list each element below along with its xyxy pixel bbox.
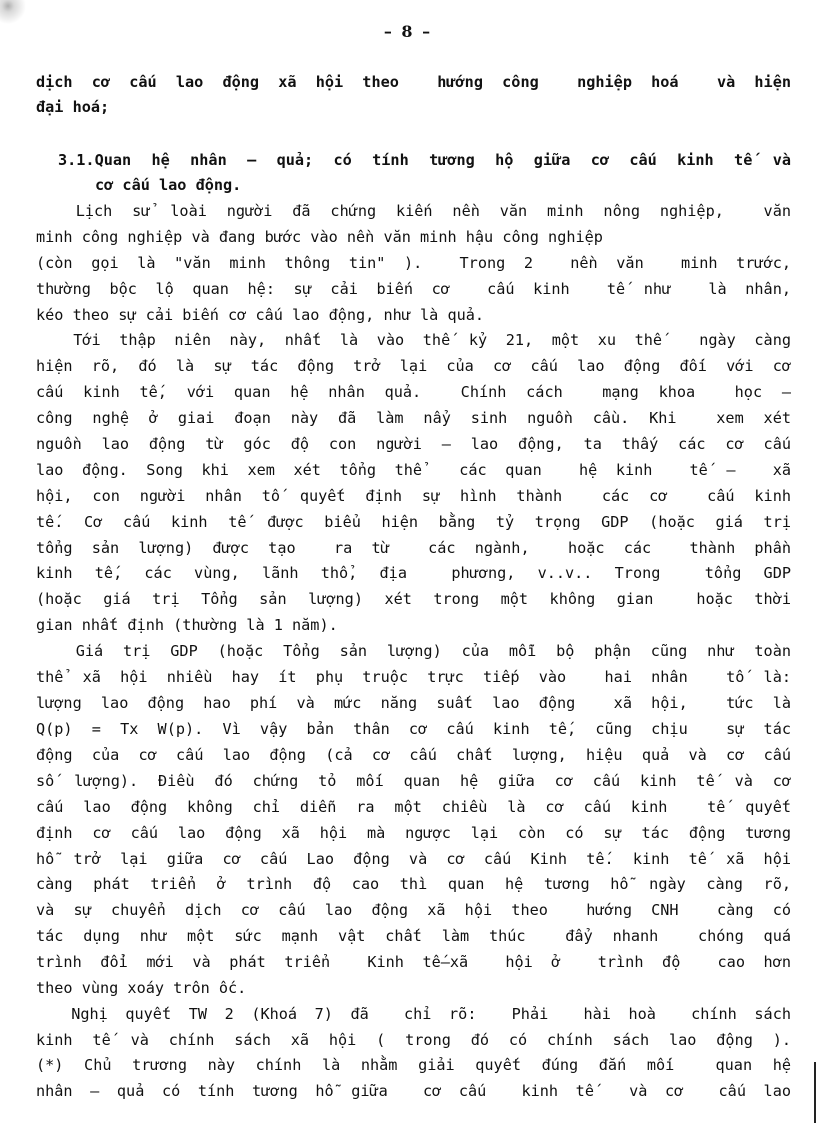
text-line: Lịch sử loài người đã chứng kiến nền văn minh nông nghiệp, văn (36, 202, 791, 220)
text-line: nguồn lao động từ góc độ con người – lao động, ta thấy các cơ cấu (36, 435, 791, 453)
text-line: nhân – quả có tính tương hỗ giữa cơ cấu kinh tế và cơ cấu lao (36, 1082, 791, 1100)
text-line: hỗ trở lại giữa cơ cấu Lao động và cơ cấu Kinh tế. kinh tế xã hội (36, 850, 791, 868)
page-number: – 8 – (383, 22, 433, 41)
text-line: tế. Cơ cấu kinh tế được biểu hiện bằng tỷ trọng GDP (hoặc giá trị (36, 513, 791, 531)
text-line: dịch cơ cấu lao động xã hội theo hướng công nghiệp hoá và hiện (36, 73, 791, 91)
text-line: Giá trị GDP (hoặc Tổng sản lượng) của mỗi bộ phận cũng như toàn (36, 642, 791, 660)
text-line: (còn gọi là "văn minh thông tin" ). Trong 2 nền văn minh trước, (36, 254, 791, 272)
text-line: định cơ cấu lao động xã hội mà ngược lại còn có sự tác động tương (36, 824, 791, 842)
text-line: hiện rõ, đó là sự tác động trở lại của cơ cấu lao động đối với cơ (36, 357, 791, 375)
section-heading-line: cơ cấu lao động. (95, 176, 242, 194)
text-line: kéo theo sự cải biến cơ cấu lao động, như là quả. (36, 306, 485, 324)
text-line: số lượng). Điều đó chứng tỏ mối quan hệ giữa cơ cấu kinh tế và cơ (36, 772, 791, 790)
text-line: hội, con người nhân tố quyết định sự hình thành các cơ cấu kinh (36, 487, 791, 505)
text-line: Q(p) = Tx W(p). Vì vậy bản thân cơ cấu kinh tế, cũng chịu sự tác (36, 720, 791, 738)
text-line: minh công nghiệp và đang bước vào nền văn minh hậu công nghiệp (36, 228, 603, 246)
text-line: đại hoá; (36, 98, 110, 116)
text-line: lượng lao động hao phí và mức năng suất lao động xã hội, tức là (36, 694, 791, 712)
text-line: Nghị quyết TW 2 (Khoá 7) đã chỉ rõ: Phải hài hoà chính sách (36, 1005, 791, 1023)
text-line: Tới thập niên này, nhất là vào thế kỷ 21, một xu thế ngày càng (36, 331, 791, 349)
text-line: động của cơ cấu lao động (cả cơ cấu chất lượng, hiệu quả và cơ cấu (36, 746, 791, 764)
text-line: càng phát triển ở trình độ cao thì quan hệ tương hỗ ngày càng rõ, (36, 875, 791, 893)
text-line: tổng sản lượng) được tạo ra từ các ngành, hoặc các thành phần (36, 539, 791, 557)
text-line: thể xã hội nhiều hay ít phụ truộc trực tiếp vào hai nhân tố là: (36, 668, 791, 686)
text-line: tác dụng như một sức mạnh vật chất làm thúc đẩy nhanh chóng quá (36, 927, 791, 945)
section-heading-line: 3.1.Quan hệ nhân – quả; có tính tương hộ giữa cơ cấu kinh tế và (58, 151, 791, 169)
text-line: (*) Chủ trương này chính là nhằm giải quyết đúng đắn mối quan hệ (36, 1056, 791, 1074)
text-line: kinh tế và chính sách xã hội ( trong đó có chính sách lao động ). (36, 1031, 791, 1049)
text-line: công nghệ ở giai đoạn này đã làm nẩy sinh nguồn cầu. Khi xem xét (36, 409, 791, 427)
text-line: trình đổi mới và phát triển Kinh tế–xã hội ở trình độ cao hơn (36, 953, 791, 971)
text-line: lao động. Song khi xem xét tổng thể các quan hệ kinh tế – xã (36, 461, 791, 479)
text-line: (hoặc giá trị Tổng sản lượng) xét trong một không gian hoặc thời (36, 590, 791, 608)
text-line: cấu kinh tế, với quan hệ nhân quả. Chính cách mạng khoa học – (36, 383, 791, 401)
text-line: thường bộc lộ quan hệ: sự cải biến cơ cấu kinh tế như là nhân, (36, 280, 791, 298)
text-line: gian nhất định (thường là 1 năm). (36, 616, 338, 634)
text-line: theo vùng xoáy trôn ốc. (36, 979, 247, 997)
text-line: cấu lao động không chỉ diễn ra một chiều là cơ cấu kinh tế quyết (36, 798, 791, 816)
text-line: và sự chuyển dịch cơ cấu lao động xã hội theo hướng CNH càng có (36, 901, 791, 919)
text-line: kinh tế, các vùng, lãnh thổ, địa phương, v..v.. Trong tổng GDP (36, 564, 791, 582)
